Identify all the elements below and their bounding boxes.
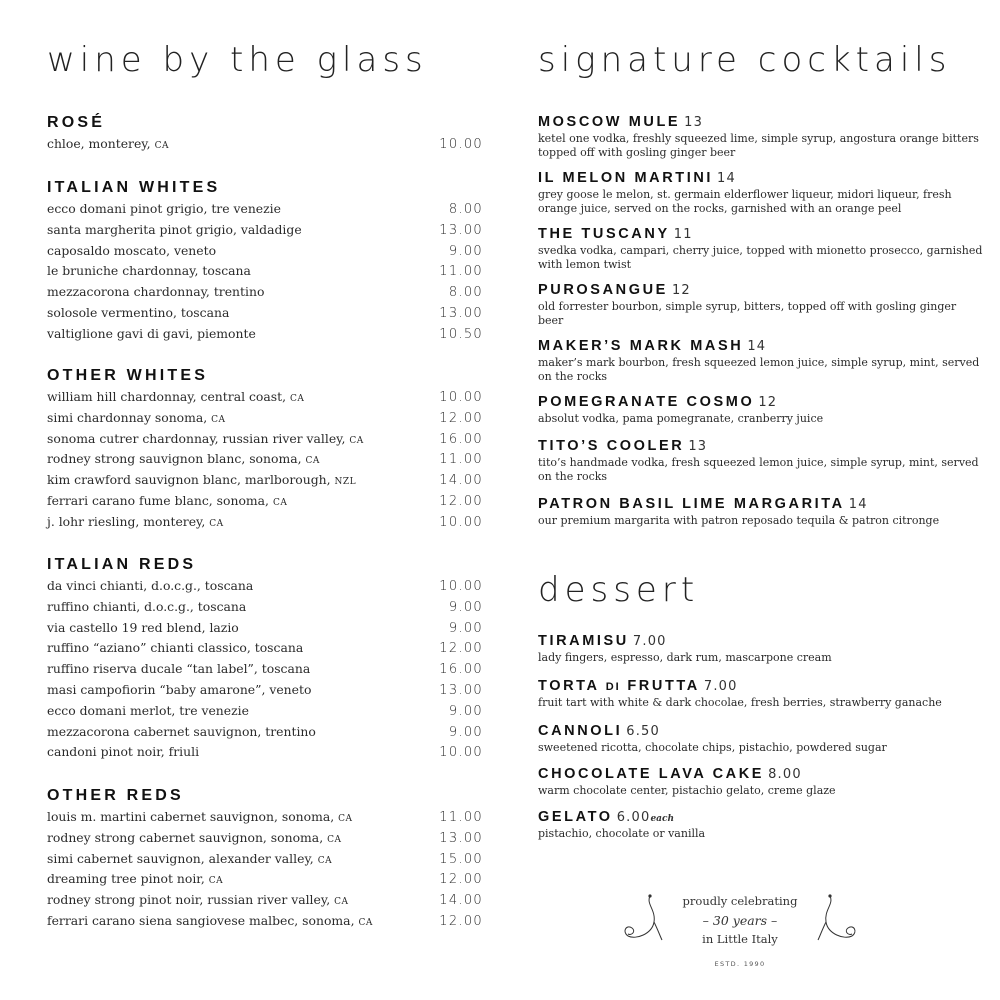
cocktail-name: MAKER’S MARK MASH <box>538 338 744 354</box>
wine-name-text: ecco domani merlot, tre venezie <box>47 702 249 718</box>
wine-category-heading: ITALIAN WHITES <box>47 179 221 196</box>
cocktail-name: IL MELON MARTINI <box>538 170 714 186</box>
wine-name <box>47 659 310 680</box>
badge-line-3: in Little Italy <box>702 932 778 946</box>
dessert-name-small-word: DI <box>605 681 621 693</box>
wine-price: 8.00 <box>448 202 483 217</box>
wine-item <box>47 869 483 890</box>
wine-price: 11.00 <box>439 264 483 280</box>
wine-name-text: ruffino riserva ducale “tan label”, toscana <box>47 661 311 677</box>
wine-name-text: rodney strong sauvignon blanc, sonoma, <box>47 451 302 467</box>
wine-price: 8.00 <box>448 285 483 301</box>
dessert-price: 6.00 <box>616 810 651 825</box>
cocktail-name: THE TUSCANY <box>538 226 670 242</box>
wine-price: 10.00 <box>439 137 483 152</box>
wine-list <box>47 199 483 345</box>
wine-item <box>47 303 483 324</box>
right-column <box>538 40 983 840</box>
cocktail-heading <box>538 224 983 244</box>
wine-name <box>47 449 320 472</box>
cocktail-description: grey goose le melon, st. germain elderflower liqueur, midori liqueur, fresh orange juice, served on the rocks, garnished with an orange peel <box>538 188 952 215</box>
wine-item <box>47 828 483 849</box>
dessert-price: 8.00 <box>768 767 802 782</box>
wine-price: 10.00 <box>439 579 483 594</box>
wine-region: CA <box>290 394 305 404</box>
wine-name <box>47 869 223 892</box>
wine-price: 12.00 <box>439 872 483 888</box>
wine-name-text: louis m. martini cabernet sauvignon, sonoma, <box>47 809 335 824</box>
cocktail-heading <box>538 392 983 412</box>
wine-name-text: kim crawford sauvignon blanc, marlborough, <box>47 472 331 488</box>
dessert-item <box>538 807 983 841</box>
wine-price: 9.00 <box>448 703 483 719</box>
dessert-price-note: each <box>650 814 675 824</box>
wine-item <box>47 680 483 701</box>
cocktail-item <box>538 336 983 384</box>
wine-item <box>47 890 483 911</box>
wine-section <box>47 554 483 763</box>
wine-name-text: rodney strong pinot noir, russian river valley, <box>47 892 331 908</box>
cocktail-item <box>538 280 983 328</box>
wine-region: CA <box>338 814 353 824</box>
wine-price: 10.50 <box>439 326 483 342</box>
cocktail-price: 14 <box>747 339 767 354</box>
wine-name-text: sonoma cutrer chardonnay, russian river valley, <box>47 430 346 446</box>
wine-region: CA <box>154 141 169 151</box>
wine-item <box>47 220 483 241</box>
cocktail-price: 13 <box>688 439 708 454</box>
wine-price: 12.00 <box>439 410 483 426</box>
cocktail-heading <box>538 336 983 356</box>
wine-section <box>47 785 483 932</box>
dessert-item <box>538 676 983 710</box>
wine-price: 10.00 <box>439 745 483 761</box>
wine-name-text: santa margherita pinot grigio, valdadige <box>47 221 302 237</box>
wine-category-heading: OTHER WHITES <box>47 367 209 384</box>
cocktail-item <box>538 224 983 272</box>
wine-price: 12.00 <box>439 913 483 929</box>
cocktail-name: MOSCOW MULE <box>538 114 681 130</box>
wine-name <box>47 134 169 157</box>
dessert-heading <box>538 807 983 827</box>
wine-name-text: caposaldo moscato, veneto <box>47 242 217 258</box>
wine-name-text: simi chardonnay sonoma, <box>47 409 208 425</box>
dessert-name-part: TORTA <box>538 678 600 694</box>
wine-name <box>47 890 348 913</box>
cocktail-name: PUROSANGUE <box>538 282 668 298</box>
wine-item <box>47 722 483 743</box>
cocktail-price: 14 <box>848 497 868 512</box>
wine-name-text: via castello 19 red blend, lazio <box>47 619 239 635</box>
dessert-description: fruit tart with white & dark chocolae, fresh berries, strawberry ganache <box>538 696 942 709</box>
wine-item <box>47 324 483 345</box>
wine-price: 9.00 <box>448 620 483 636</box>
cocktail-price: 11 <box>673 227 693 242</box>
wine-price: 9.00 <box>448 243 483 259</box>
dessert-price: 6.50 <box>626 724 660 739</box>
wine-name <box>47 911 373 934</box>
wine-name-text: le bruniche chardonnay, toscana <box>47 263 251 279</box>
wine-region: CA <box>317 855 333 866</box>
wine-title: wine by the glass <box>47 40 428 80</box>
wine-price: 16.00 <box>439 662 483 678</box>
wine-item <box>47 282 483 303</box>
wine-category-heading: ITALIAN REDS <box>47 556 197 573</box>
wine-category-heading: OTHER REDS <box>47 787 184 804</box>
wine-item <box>47 742 483 763</box>
dessert-item <box>538 631 983 665</box>
wine-price: 11.00 <box>439 452 483 468</box>
wine-name-text: valtiglione gavi di gavi, piemonte <box>47 325 256 341</box>
wine-name-text: ecco domani pinot grigio, tre venezie <box>47 201 281 216</box>
dessert-title: dessert <box>538 570 700 610</box>
cocktail-name: POMEGRANATE COSMO <box>538 394 755 410</box>
wine-item <box>47 911 483 932</box>
wine-region: CA <box>358 917 373 928</box>
cocktail-description: tito’s handmade vodka, fresh squeezed lemon juice, simple syrup, mint, served on the rocks <box>538 456 979 483</box>
cocktail-name: TITO’S COOLER <box>538 438 685 454</box>
wine-name <box>47 199 281 220</box>
wine-name <box>47 849 332 872</box>
dessert-name: CANNOLI <box>538 723 623 739</box>
wine-list <box>47 134 483 155</box>
wine-price: 14.00 <box>439 893 483 909</box>
wine-name <box>47 576 253 597</box>
wine-price: 10.00 <box>439 390 483 405</box>
wine-name <box>47 828 341 851</box>
cocktail-price: 12 <box>758 395 778 410</box>
wine-price: 16.00 <box>439 431 483 447</box>
wine-item <box>47 659 483 680</box>
wine-name-text: j. lohr riesling, monterey, <box>47 513 206 529</box>
wine-item <box>47 387 483 408</box>
wine-item <box>47 241 483 262</box>
dessert-item <box>538 721 983 755</box>
wine-name <box>47 618 239 639</box>
cocktail-name: PATRON BASIL LIME MARGARITA <box>538 496 845 512</box>
wine-region: CA <box>272 497 288 508</box>
cocktail-item <box>538 392 983 426</box>
wine-name <box>47 638 303 659</box>
wine-section <box>47 112 483 155</box>
wine-name <box>47 303 229 324</box>
wine-item <box>47 491 483 512</box>
badge-text <box>660 892 820 949</box>
wine-item <box>47 429 483 450</box>
wine-price: 14.00 <box>439 473 483 489</box>
wine-item <box>47 701 483 722</box>
dessert-heading <box>538 721 983 741</box>
cocktail-price: 12 <box>671 283 691 298</box>
badge-line-1: proudly celebrating <box>682 894 798 908</box>
badge-line-2: – 30 years – <box>702 913 778 928</box>
wine-name-text: candoni pinot noir, friuli <box>47 744 200 760</box>
wine-list <box>47 576 483 763</box>
wine-name <box>47 261 251 282</box>
wine-name <box>47 470 356 493</box>
wine-price: 12.00 <box>439 493 483 509</box>
dessert-price: 7.00 <box>632 634 667 649</box>
wine-name <box>47 512 224 535</box>
wine-name-text: mezzacorona chardonnay, trentino <box>47 284 265 300</box>
cocktail-price: 13 <box>684 115 704 130</box>
dessert-name: GELATO <box>538 809 613 825</box>
wine-region: CA <box>305 456 320 467</box>
wine-name <box>47 722 316 743</box>
cocktail-description: old forrester bourbon, simple syrup, bitters, topped off with gosling ginger beer <box>538 300 957 327</box>
wine-name-text: william hill chardonnay, central coast, <box>47 389 287 404</box>
wine-name <box>47 387 304 410</box>
cocktail-description: ketel one vodka, freshly squeezed lime, simple syrup, angostura orange bitters topped off with gosling ginger beer <box>538 132 979 159</box>
wine-name <box>47 324 256 345</box>
wine-price: 15.00 <box>439 851 483 867</box>
wine-region: CA <box>349 435 364 446</box>
wine-name <box>47 282 264 303</box>
cocktail-item <box>538 436 983 484</box>
wine-price: 9.00 <box>448 599 483 615</box>
wine-name <box>47 807 353 830</box>
wine-item <box>47 618 483 639</box>
cocktail-description: maker’s mark bourbon, fresh squeezed lemon juice, simple syrup, mint, served on the rocks <box>538 356 980 383</box>
wine-item <box>47 576 483 597</box>
wine-name <box>47 680 311 701</box>
dessert-description: pistachio, chocolate or vanilla <box>538 827 706 840</box>
wine-name <box>47 241 216 262</box>
dessert-heading <box>538 764 983 784</box>
established-date: ESTD. 1990 <box>714 960 766 968</box>
wine-item <box>47 512 483 533</box>
wine-item <box>47 261 483 282</box>
wine-price: 12.00 <box>439 641 483 657</box>
wine-price: 13.00 <box>439 305 483 321</box>
wine-name <box>47 742 199 763</box>
wine-name-text: simi cabernet sauvignon, alexander valley, <box>47 850 314 866</box>
wine-name-text: dreaming tree pinot noir, <box>47 871 205 887</box>
dessert-name: CHOCOLATE LAVA CAKE <box>538 766 765 782</box>
wine-name-text: ruffino “aziano” chianti classico, toscana <box>47 640 304 656</box>
wine-region: CA <box>334 897 349 908</box>
dessert-description: sweetened ricotta, chocolate chips, pistachio, powdered sugar <box>538 741 887 754</box>
wine-name-text: ruffino chianti, d.o.c.g., toscana <box>47 598 247 614</box>
cocktail-description: our premium margarita with patron reposado tequila & patron citronge <box>538 514 940 527</box>
wine-name-text: solosole vermentino, toscana <box>47 304 230 320</box>
wine-item <box>47 597 483 618</box>
wine-name-text: ferrari carano siena sangiovese malbec, sonoma, <box>47 912 355 928</box>
dessert-price: 7.00 <box>703 679 738 694</box>
wine-category-heading: ROSÉ <box>47 114 106 131</box>
wine-item <box>47 849 483 870</box>
wine-name-text: da vinci chianti, d.o.c.g., toscana <box>47 578 254 593</box>
wine-name <box>47 429 364 452</box>
wine-item <box>47 134 483 155</box>
wine-region: CA <box>327 834 342 845</box>
cocktail-item <box>538 494 983 528</box>
wine-list <box>47 807 483 932</box>
right-swirl-icon <box>816 892 860 948</box>
wine-name <box>47 597 246 618</box>
wine-item <box>47 807 483 828</box>
wine-item <box>47 638 483 659</box>
wine-name-text: chloe, monterey, <box>47 136 151 151</box>
celebration-badge <box>620 892 860 952</box>
cocktail-heading <box>538 168 983 188</box>
cocktail-heading <box>538 112 983 132</box>
wine-item <box>47 449 483 470</box>
wine-region: CA <box>209 518 224 529</box>
cocktail-item <box>538 112 983 160</box>
dessert-heading <box>538 676 983 696</box>
cocktails-title: signature cocktails <box>538 40 952 80</box>
wine-section <box>47 177 483 345</box>
cocktail-price: 14 <box>717 171 736 186</box>
wine-price: 13.00 <box>439 830 483 846</box>
dessert-description: warm chocolate center, pistachio gelato, creme glaze <box>538 784 836 797</box>
wine-list <box>47 387 483 533</box>
wine-region: CA <box>211 414 226 425</box>
cocktail-heading <box>538 436 983 456</box>
wine-item <box>47 408 483 429</box>
cocktail-heading <box>538 280 983 300</box>
wine-name-text: rodney strong cabernet sauvignon, sonoma, <box>47 829 324 845</box>
wine-item <box>47 470 483 491</box>
cocktail-heading <box>538 494 983 514</box>
wine-price: 13.00 <box>439 682 483 698</box>
dessert-name: TIRAMISU <box>538 633 629 649</box>
wine-name <box>47 491 287 514</box>
wine-name <box>47 701 249 722</box>
wine-price: 11.00 <box>439 810 483 825</box>
wine-price: 10.00 <box>439 514 483 530</box>
wine-price: 9.00 <box>448 724 483 740</box>
left-swirl-icon <box>620 892 664 948</box>
wine-section <box>47 365 483 533</box>
dessert-description: lady fingers, espresso, dark rum, mascarpone cream <box>538 651 832 664</box>
wine-column <box>47 40 483 929</box>
wine-region: CA <box>208 876 224 887</box>
dessert-heading <box>538 631 983 651</box>
cocktail-description: svedka vodka, campari, cherry juice, topped with mionetto prosecco, garnished with lemon twist <box>538 244 983 271</box>
wine-region: NZL <box>334 477 357 488</box>
cocktail-item <box>538 168 983 216</box>
wine-name <box>47 408 226 431</box>
dessert-name-part: FRUTTA <box>627 678 700 694</box>
wine-name-text: masi campofiorin “baby amarone”, veneto <box>47 681 312 697</box>
wine-price: 13.00 <box>439 222 483 238</box>
wine-name <box>47 220 302 241</box>
wine-name-text: ferrari carano fume blanc, sonoma, <box>47 492 269 508</box>
dessert-item <box>538 764 983 798</box>
wine-name-text: mezzacorona cabernet sauvignon, trentino <box>47 723 316 739</box>
wine-item <box>47 199 483 220</box>
cocktail-description: absolut vodka, pama pomegranate, cranberry juice <box>538 412 824 425</box>
